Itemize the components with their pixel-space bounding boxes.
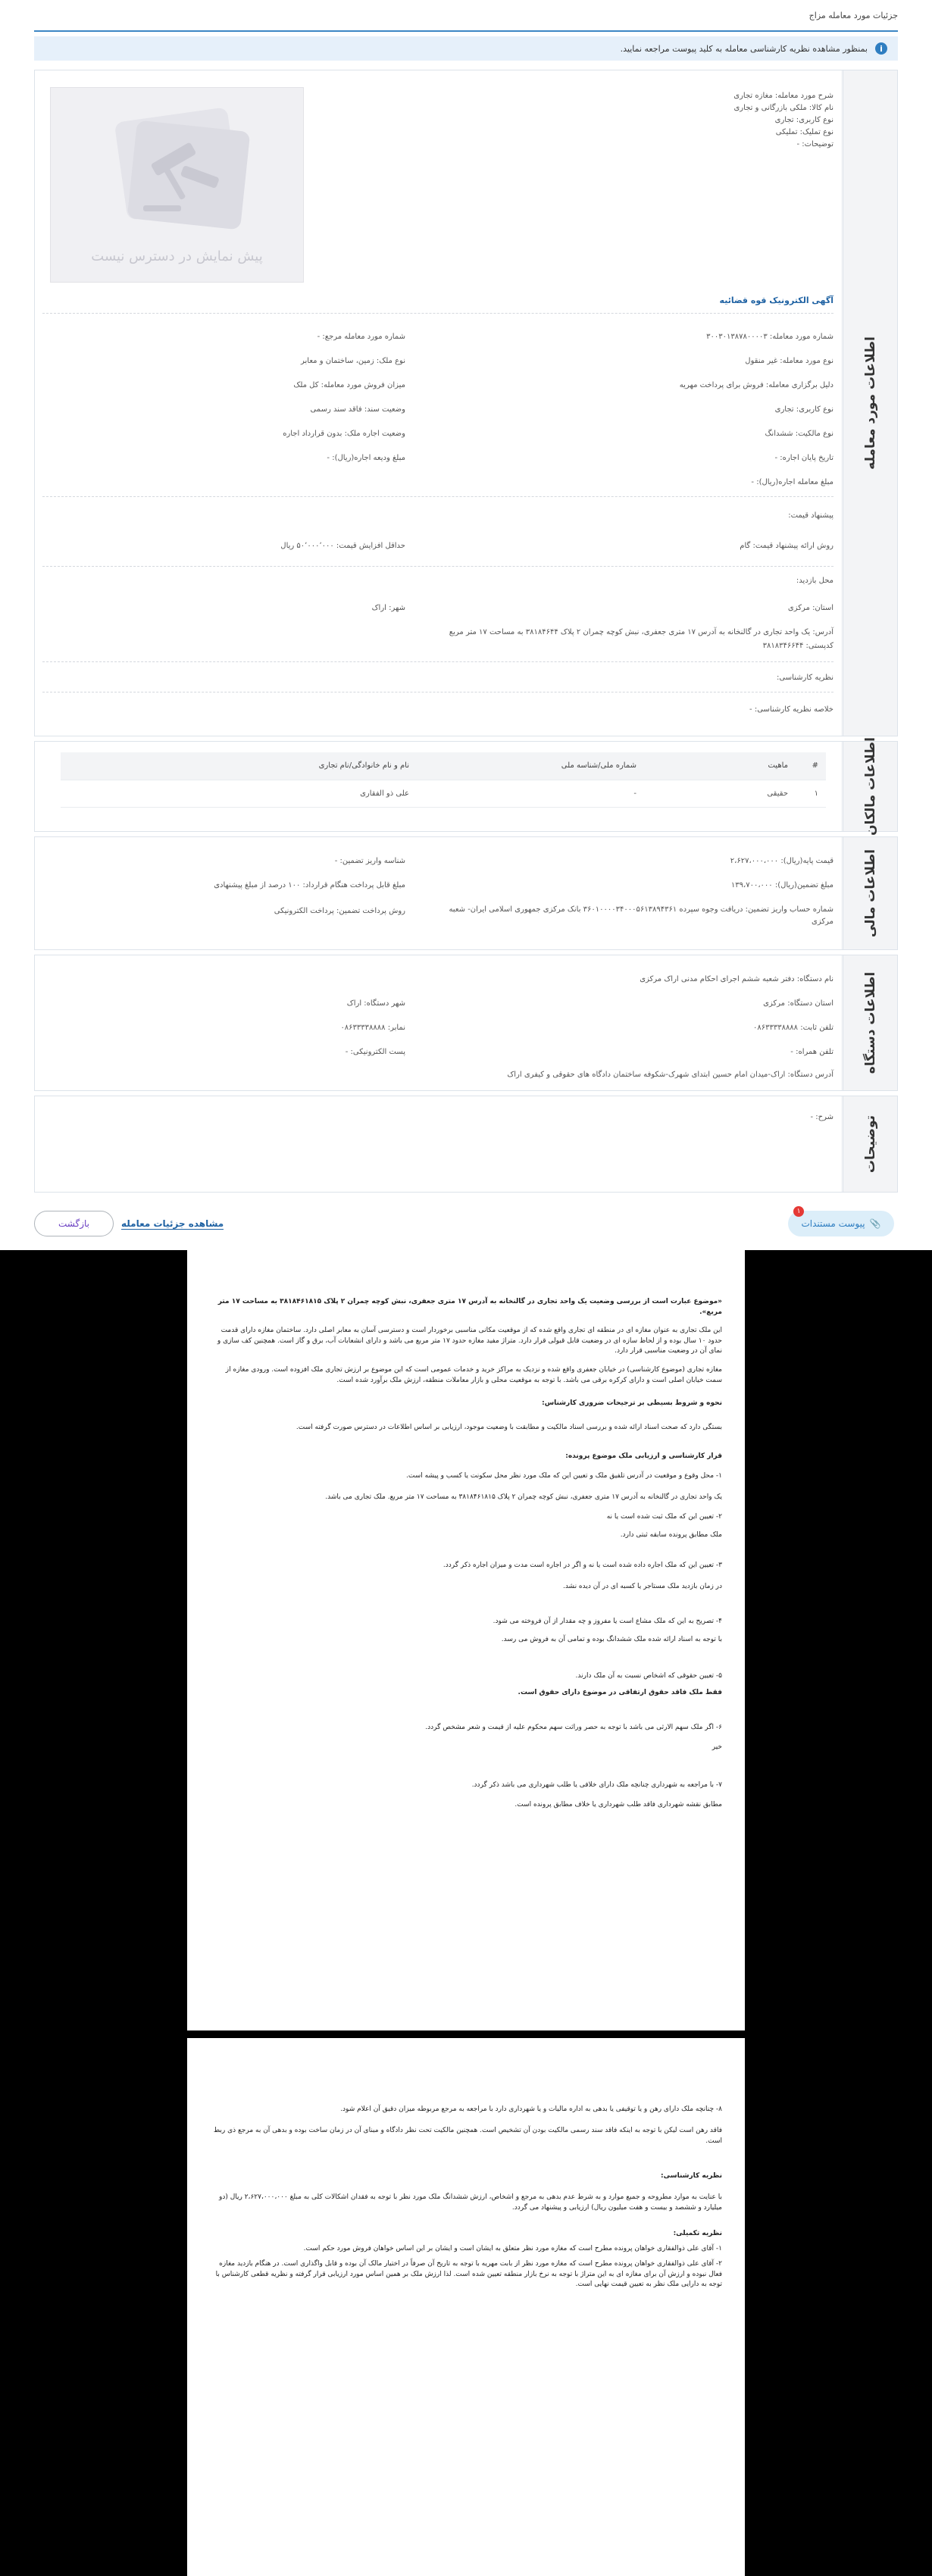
owners-tab: اطلاعات مالکان: [843, 742, 897, 831]
device-fax: نمابر: ۰۸۶۳۳۳۳۸۸۸۸: [340, 1024, 405, 1032]
reference-number: شماره مورد معامله مرجع: -: [317, 333, 405, 341]
document-paragraph: ۲- تعیین این که ملک ثبت شده است یا نه: [606, 1513, 722, 1521]
document-paragraph: ۴- تصریح به این که ملک مشاع است یا مفروز و چه مقدار از آن فروخته می شود.: [493, 1618, 722, 1625]
document-paragraph: ۷- با مراجعه به شهرداری چنانچه ملک دارای خلافی یا طلب شهرداری می باشد ذکر گردد.: [471, 1781, 722, 1789]
summary-line: توضیحات: -: [796, 140, 833, 148]
owners-col-type: ماهیت: [644, 752, 796, 780]
device-email: پست الکترونیکی: -: [345, 1048, 405, 1056]
summary-line: نوع تملیک: تملیکی: [775, 128, 833, 136]
document-paragraph: نظریه کارشناسی:: [661, 2172, 722, 2180]
preview-caption: پیش نمایش در دسترس نیست: [91, 249, 263, 264]
device-province: استان دستگاه: مرکزی: [763, 999, 833, 1008]
expert-summary: خلاصه نظریه کارشناسی: -: [749, 705, 833, 714]
expert-title: نظریه کارشناسی:: [777, 674, 833, 682]
summary-line: نام کالا: ملکی بازرگانی و تجاری: [733, 104, 833, 112]
notes-tab: توضیحات: [843, 1096, 897, 1192]
owners-col-name: نام و نام خانوادگی/نام تجاری: [61, 752, 417, 780]
summary-line: شرح مورد معامله: مغازه تجاری: [733, 92, 833, 100]
guarantee-account: شماره حساب واریز تضمین: دریافت وجوه سپرده ۳۶۰۱۰۰۰۰۳۴۰۰۰۵۶۱۳۸۹۴۳۶۱ بانک مرکزی جمهوری اسلامی ایران- شعبه مرکزی: [449, 905, 833, 926]
document-paragraph: خیر: [712, 1743, 722, 1751]
page-title: جزئیات مورد معامله مزاج: [34, 11, 898, 32]
document-paragraph: ۳- تعیین این که ملک اجاره داده شده است یا نه و اگر در اجاره است مدت و میزان اجاره ذکر گردد.: [443, 1562, 722, 1569]
transaction-section: [34, 70, 898, 736]
info-banner-text: بمنظور مشاهده نظریه کارشناسی معامله به کلید پیوست مراجعه نمایید.: [620, 43, 868, 54]
financial-section: [34, 836, 898, 950]
address: آدرس: یک واحد تجاری در گالنخانه به آدرس ۱۷ متری جعفری، نبش کوچه چمران ۲ پلاک ۳۸۱۸۴۶۴۴ به مساحت ۱۷ متر مربع: [449, 628, 833, 636]
device-name: نام دستگاه: دفتر شعبه ششم اجرای احکام مدنی اراک مرکزی: [640, 975, 833, 983]
device-phone: تلفن ثابت: ۰۸۶۳۳۳۳۸۸۸۸: [752, 1024, 833, 1032]
notes-text: شرح: -: [810, 1113, 833, 1121]
document-paragraph: یک واحد تجاری در گالنخانه به آدرس ۱۷ متری جعفری، نبش کوچه چمران ۲ پلاک ۳۸۱۸۴۶۱۸۱۵ به مساحت ۱۷ متر مربع. ملک تجاری می باشد.: [325, 1493, 722, 1501]
device-mobile: تلفن همراه: -: [790, 1048, 833, 1056]
document-paragraph: فقط ملک فاقد حقوق ارتفاقی در موضوع دارای حقوق است.: [518, 1689, 722, 1696]
document-paragraph: ۵- تعیین حقوقی که اشخاص نسبت به آن ملک دارند.: [575, 1672, 722, 1680]
owners-table: [61, 752, 826, 808]
document-paragraph: ۸- چنانچه ملک دارای رهن و یا توقیفی یا بدهی به اداره مالیات و یا شهرداری دارد با مراجعه به مرجع مربوطه میزان دقیق آن اعلام شود.: [340, 2106, 722, 2113]
document-paragraph: ۱- آقای علی ذوالفقاری خواهان پرونده مطرح است که مغازه مورد نظر متعلق به ایشان است و ایشان بر این اساس خواهان فروش مورد حکم است.: [303, 2245, 722, 2252]
owners-col-index: #: [796, 752, 826, 780]
document-paragraph: با عنایت به موارد مطروحه و جمیع موارد و به شرط عدم بدهی به مرجع و اشخاص، ارزش ششدانگ ملک مورد نظر با توجه به فقدان اشکالات کلی به مبلغ ۲،۶۲۷،۰۰۰،۰۰۰ ریال (دو میلیارد و ششصد و بیست و هفت میلیون ریال) ارزیابی و پیشنهاد می گردد.: [218, 2193, 722, 2212]
gavel-icon: [90, 107, 261, 236]
location-title: محل بازدید:: [796, 577, 833, 585]
document-paragraph: مغازه تجاری (موضوع کارشناسی) در خیابان جعفری واقع شده و نزدیک به مراکز خرید و خدمات عمومی است که این موضوع بر ارزش تجاری ملک افزوده است. ورودی مغازه از سمت خیابان اصلی است و دارای کرکره برقی می باشد. با توجه به موقعیت محلی و بازار معاملات منطقه، ارزش ملک برآورد شده است.: [225, 1366, 722, 1384]
transaction-number: شماره مورد معامله: ۳۰۰۳۰۱۳۸۷۸۰۰۰۰۳: [706, 333, 833, 341]
lease-amount: مبلغ معامله اجاره(ریال): -: [751, 478, 833, 486]
summary-line: نوع کاربری: تجاری: [774, 116, 833, 124]
device-tab: اطلاعات دستگاه: [843, 955, 897, 1090]
info-icon: i: [875, 42, 887, 55]
lease-status: وضعیت اجاره ملک: بدون قرارداد اجاره: [283, 430, 405, 438]
lease-deposit: مبلغ ودیعه اجاره(ریال): -: [327, 454, 405, 462]
guarantee-amount: مبلغ تضمین(ریال): ۱۳۹،۷۰۰،۰۰۰: [730, 881, 833, 889]
document-viewer[interactable]: [0, 1250, 932, 2576]
base-price: قیمت پایه(ریال): ۲،۶۲۷،۰۰۰،۰۰۰: [730, 857, 833, 865]
document-paragraph: ۱- محل وقوع و موقعیت در آدرس تلفیق ملک و تعیین این که ملک مورد نظر محل سکونت یا کسب و پیشه است.: [406, 1472, 722, 1480]
attachments-button[interactable]: [788, 1208, 894, 1236]
deposit-id: شناسه واریز تضمین: -: [334, 857, 405, 865]
document-paragraph: این ملک تجاری به عنوان مغازه ای در منطقه ای تجاری واقع شده که از موقعیت مکانی مناسبی برخوردار است و دسترسی آسان به معابر اصلی دارد. ساختمان مغازه دارای قدمت حدود ۱۰ سال بوده و از لحاظ سازه ای در وضعیت قابل قبولی قرار دارد. متراژ مفید مغازه حدود ۱۷ متر مربع می باشد و دارای انشعابات آب، برق و گاز است. همچنین کف سازی و نمای آن در وضعیت مناسبی قرار دارد.: [217, 1327, 722, 1355]
device-address: آدرس دستگاه: اراک-میدان امام حسین ابتدای شهرک-شکوفه ساختمان دادگاه های حقوقی و کیفری اراک: [507, 1071, 833, 1079]
city: شهر: اراک: [371, 604, 405, 612]
province: استان: مرکزی: [787, 604, 833, 612]
info-banner: [34, 36, 898, 61]
deed-status: وضعیت سند: فاقد سند رسمی: [310, 405, 405, 414]
owners-col-national-id: شماره ملی/شناسه ملی: [417, 752, 644, 780]
min-increase: حداقل افزایش قیمت: ۵۰٬۰۰۰٬۰۰۰ ریال: [280, 542, 405, 550]
proposal-title: پیشنهاد قیمت:: [788, 511, 833, 520]
attachments-count-badge: ۱: [793, 1206, 804, 1217]
ownership-type: نوع مالکیت: ششدانگ: [765, 430, 833, 438]
document-paragraph: مطابق نقشه شهرداری فاقد طلب شهرداری یا خلاف مطابق پرونده است.: [514, 1801, 722, 1809]
document-page-1: [187, 1250, 745, 2030]
owners-section: [34, 737, 898, 836]
payment-method: روش پرداخت تضمین: پرداخت الکترونیکی: [274, 907, 405, 915]
sale-amount: میزان فروش مورد معامله: کل ملک: [293, 381, 405, 389]
transaction-reason: دلیل برگزاری معامله: فروش برای پرداخت مهریه: [679, 381, 833, 389]
transaction-type: نوع مورد معامله: غیر منقول: [745, 357, 833, 365]
attachments-label: پیوست مستندات: [801, 1218, 865, 1229]
back-button[interactable]: بازگشت: [34, 1211, 114, 1236]
property-type: نوع ملک: زمین، ساختمان و معابر: [301, 357, 405, 365]
page: [0, 0, 932, 1250]
document-paragraph: «موضوع عبارت است از بررسی وضعیت یک واحد تجاری در گالنخانه به آدرس ۱۷ متری جعفری، نبش کوچه چمران ۲ پلاک ۳۸۱۸۴۶۱۸۱۵ به مساحت ۱۷ متر مربع».: [217, 1298, 722, 1316]
financial-tab: اطلاعات مالی: [843, 837, 897, 949]
document-paragraph: ۶- اگر ملک سهم الارثی می باشد با توجه به حصر وراثت سهم محکوم علیه از قیمت و شعر مشخص گردد.: [425, 1724, 722, 1731]
electronic-ad-link[interactable]: آگهی الکترونیک قوه قضائیه: [719, 295, 833, 305]
lease-end-date: تاریخ پایان اجاره: -: [774, 454, 833, 462]
preview-image-placeholder: [50, 87, 304, 283]
document-paragraph: با توجه به اسناد ارائه شده ملک ششدانگ بوده و تمامی آن به فروش می رسد.: [501, 1636, 722, 1643]
proposal-method: روش ارائه پیشنهاد قیمت: گام: [740, 542, 833, 550]
document-page-2: [187, 2038, 745, 2576]
notes-section: [34, 1096, 898, 1193]
postal-code: کدپستی: ۳۸۱۸۳۴۶۶۴۴: [762, 642, 833, 650]
usage-type: نوع کاربری: تجاری: [774, 405, 833, 414]
document-paragraph: بستگی دارد که صحت اسناد ارائه شده و بررسی اسناد مالکیت و مطابقت با وضعیت موجود، ارزیابی بر اساس اطلاعات در دسترس صورت گرفته است.: [296, 1424, 722, 1431]
transaction-tab: اطلاعات مورد معامله: [843, 70, 897, 736]
document-paragraph: در زمان بازدید ملک مستاجر یا کسبه ای در آن دیده نشد.: [562, 1583, 722, 1590]
view-details-link[interactable]: مشاهده جزئیات معامله: [121, 1218, 224, 1229]
paperclip-icon: 📎: [869, 1218, 881, 1229]
document-paragraph: نحوه و شروط بسیطی بر ترجیحات ضروری کارشناس:: [542, 1399, 722, 1407]
document-paragraph: قرار کارشناسی و ارزیابی ملک موضوع پرونده:: [565, 1452, 722, 1460]
table-row: ۱ حقیقی - علی ذو الفقاری: [61, 780, 826, 807]
document-paragraph: ۲- آقای علی ذوالفقاری خواهان پرونده مطرح است که مغازه مورد نظر از بابت مهریه با توجه به تاریخ آن صرفاً در اختیار مالک آن بوده و قابل واگذاری است. در هنگام بازدید مغازه فعال نبوده و ارزش آن برای مغازه ای به این متراژ با توجه به نرخ بازار منطقه تعیین شده است. لذا ارزش ملک بر همین اساس مورد ارزیابی قرار گرفته و نظریه قطعی کارشناس با توجه به دارایی ملک نظر به تعیین قیمت نهایی است.: [215, 2260, 722, 2288]
device-section: [34, 955, 898, 1091]
device-city: شهر دستگاه: اراک: [346, 999, 405, 1008]
document-paragraph: ملک مطابق پرونده سابقه ثبتی دارد.: [620, 1531, 722, 1539]
document-paragraph: نظریه تکمیلی:: [673, 2230, 722, 2237]
payable-amount: مبلغ قابل پرداخت هنگام قرارداد: ۱۰۰ درصد از مبلغ پیشنهادی: [214, 881, 405, 889]
document-paragraph: فاقد رهن است لیکن با توجه به اینکه فاقد سند رسمی مالکیت بودن آن تشخیص است. همچنین مالکیت تحت نظر دادگاه و مبنای آن در زمان ساخت بوده و بدهی آن به مرجع ذی ربط است.: [213, 2127, 722, 2145]
